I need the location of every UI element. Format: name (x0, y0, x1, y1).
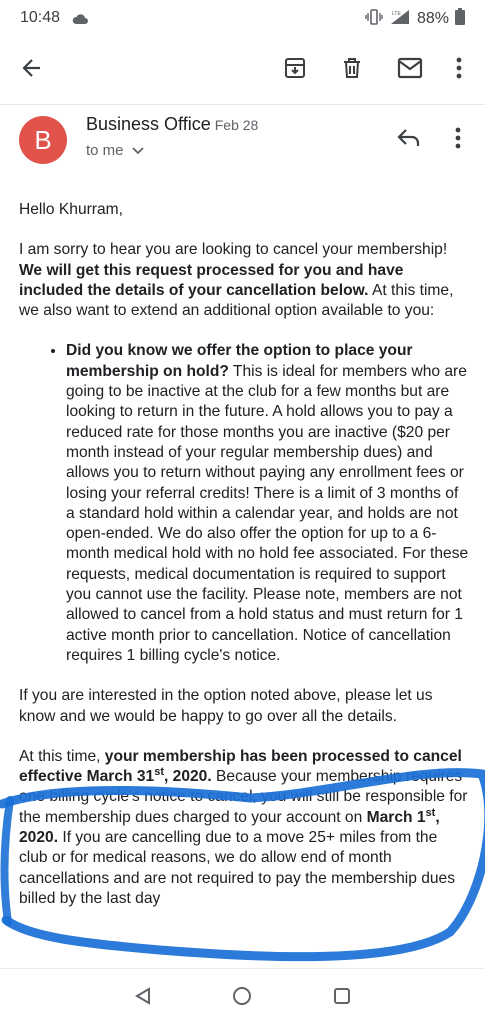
hold-option-list (19, 341, 469, 666)
trash-icon[interactable] (337, 53, 367, 83)
sender-line (86, 114, 258, 135)
message-more-icon[interactable] (446, 124, 470, 154)
recipient-toggle[interactable] (86, 142, 144, 159)
hold-option-bold: Did you know we offer the option to place your membership on hold? (66, 342, 413, 380)
interest-paragraph: If you are interested in the option noted above, please let us know and we would be happy to go over all the details. (19, 687, 433, 725)
hold-option-text: This is ideal for members who are going to be inactive at the club for a few months but are looking to return in the future. A hold allows you to pay a reduced rate for those months you are inactive ($20 per month instead of your regular membership dues) and allows you to return without paying any enrollment fees or losing your referral credits! There is a limit of 3 months of a standard hold within a calendar year, and holds are not open-ended. We do also offer the option for up to a 6-month medical hold with no hold fee associated. For these requests, medical documentation is required to support you cannot use the facility. Please note, members are not allowed to cancel from a hold status and must return for 1 active month prior to cancellation. Notice of cancellation requires 1 billing cycle's notice. (66, 362, 469, 664)
back-arrow-icon[interactable] (17, 53, 47, 83)
email-date: Feb 28 (214, 117, 259, 133)
intro-text-end: At this time, we also want to extend an additional option available to you: (19, 281, 454, 320)
more-vert-icon[interactable] (444, 53, 474, 83)
dues-date-suffix: st (425, 806, 436, 819)
system-nav-bar (0, 968, 485, 1025)
signal-icon (389, 9, 411, 30)
cloud-icon (72, 12, 88, 30)
greeting: Hello Khurram, (19, 201, 123, 218)
status-bar (0, 0, 485, 38)
cancel-effective-text: your membership has been processed to cancel effective March 31 (19, 747, 462, 786)
cancellation-paragraph (19, 747, 469, 909)
status-icons (365, 8, 465, 30)
svg-text:LTE: LTE (391, 10, 401, 17)
header-divider (0, 104, 485, 105)
vibrate-icon (365, 9, 383, 30)
nav-home-icon[interactable] (229, 983, 255, 1009)
recipient-label: to me (86, 142, 124, 159)
archive-icon[interactable] (280, 53, 310, 83)
cancel-move-text: If you are cancelling due to a move 25+ miles from the club or for medical reasons, we do allow end of month cancellations and are not required to pay the membership dues billed by the last day (19, 829, 456, 907)
dues-year: , 2020. (19, 808, 440, 847)
intro-bold: We will get this request processed for you and have included the details of your cancellation below. (19, 261, 404, 299)
battery-icon (455, 8, 465, 30)
battery-percentage: 88% (416, 10, 449, 27)
cancel-date-suffix: st (154, 765, 164, 778)
status-time: 10:48 (20, 9, 61, 26)
intro-text: I am sorry to hear you are looking to cancel your membership! (19, 241, 448, 259)
sender-name: Business Office (86, 114, 211, 134)
cancel-lead: At this time, (19, 747, 105, 765)
mail-icon[interactable] (395, 53, 425, 83)
dues-date-text: March 1 (366, 808, 426, 826)
avatar[interactable]: B (19, 116, 67, 164)
nav-back-icon[interactable] (130, 983, 156, 1009)
hold-option-item (66, 341, 469, 666)
email-body (19, 200, 469, 929)
cancel-year: , 2020. (164, 768, 212, 786)
reply-icon[interactable] (396, 124, 426, 154)
nav-recents-icon[interactable] (329, 983, 355, 1009)
chevron-down-icon (132, 142, 144, 159)
cancel-detail: Because your membership requires one billing cycle's notice to cancel, you will still be responsible for the membership dues charged to your account on (19, 768, 468, 826)
intro-paragraph (19, 240, 469, 321)
email-toolbar (0, 38, 485, 98)
